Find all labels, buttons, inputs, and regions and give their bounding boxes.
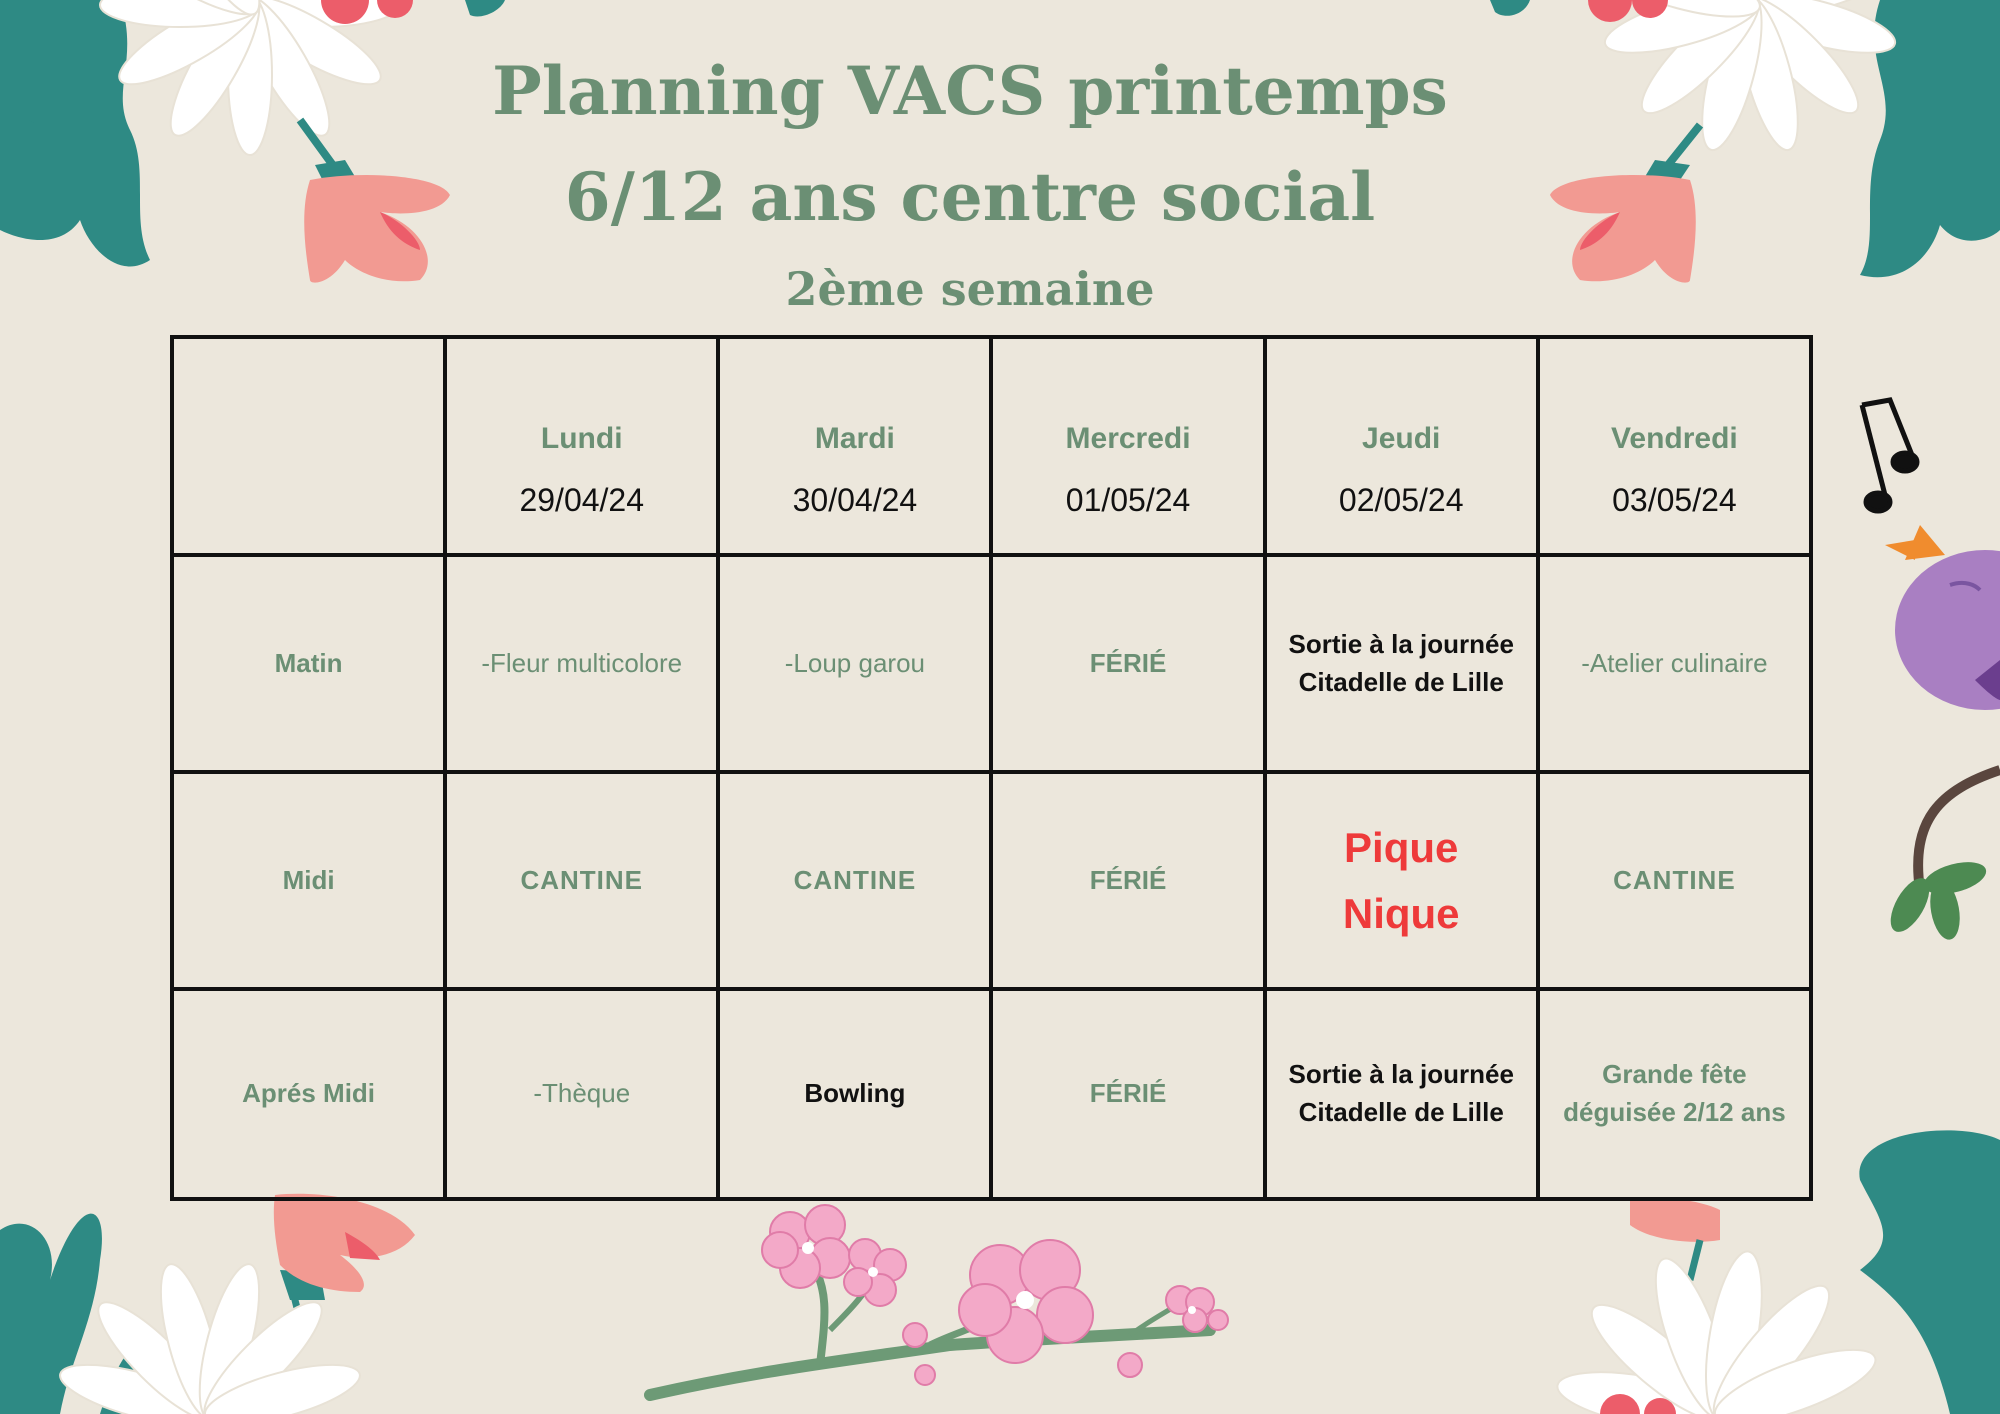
- activity-line: Sortie à la journée: [1288, 628, 1514, 659]
- leaf-icon: [1883, 770, 2000, 942]
- table-row-matin: [172, 555, 1811, 772]
- page-subtitle: 2ème semaine: [785, 262, 1155, 316]
- row-label: Midi: [172, 772, 445, 989]
- activity-cell: -Fleur multicolore: [445, 555, 718, 772]
- activity-cell: CANTINE: [718, 772, 991, 989]
- day-name: Jeudi: [1362, 422, 1441, 456]
- activity-cell: [718, 989, 991, 1199]
- activity-cell: -Loup garou: [718, 555, 991, 772]
- bird-icon: [1885, 525, 2000, 710]
- day-name: Mardi: [814, 422, 895, 456]
- schedule-table: [170, 335, 1813, 1201]
- day-date: 02/05/24: [1338, 481, 1464, 518]
- header-cell-vendredi: [1538, 337, 1811, 555]
- activity-line: Sortie à la journée: [1288, 1059, 1514, 1090]
- activity-cell: -Atelier culinaire: [1538, 555, 1811, 772]
- leaf-icon: [1859, 1130, 2000, 1414]
- activity-cell: -Thèque: [445, 989, 718, 1199]
- table-row-midi: [172, 772, 1811, 989]
- leaf-icon: [1490, 0, 1530, 16]
- holiday-cell: FÉRIÉ: [991, 772, 1264, 989]
- cherry-blossom-branch-icon: [650, 1205, 1228, 1395]
- holiday-cell: FÉRIÉ: [991, 555, 1264, 772]
- header-cell-jeudi: [1265, 337, 1538, 555]
- music-note-icon: [1862, 400, 1917, 511]
- page-title-line2: 6/12 ans centre social: [564, 158, 1376, 236]
- activity-cell: [1265, 555, 1538, 772]
- day-name: Mercredi: [1065, 422, 1191, 456]
- day-name: Lundi: [540, 422, 623, 456]
- activity-cell: CANTINE: [445, 772, 718, 989]
- header-cell-mercredi: [991, 337, 1264, 555]
- activity-cell: [1265, 772, 1538, 989]
- activity-cell: CANTINE: [1538, 772, 1811, 989]
- header-cell-mardi: [718, 337, 991, 555]
- row-label: Aprés Midi: [172, 989, 445, 1199]
- day-date: 29/04/24: [519, 481, 645, 518]
- activity-line: Grande fête: [1602, 1059, 1747, 1090]
- activity-cell: [1538, 989, 1811, 1199]
- day-date: 03/05/24: [1612, 481, 1737, 518]
- activity-line: Citadelle de Lille: [1298, 1097, 1504, 1127]
- day-name: Vendredi: [1611, 422, 1738, 456]
- table-header-row: [172, 337, 1811, 555]
- day-date: 30/04/24: [792, 481, 918, 518]
- leaf-icon: [465, 0, 505, 17]
- table-row-apres-midi: [172, 989, 1811, 1199]
- activity-line: Pique: [1344, 824, 1459, 872]
- activity-line: Nique: [1342, 889, 1460, 937]
- activity-cell: [1265, 989, 1538, 1199]
- activity-line: Citadelle de Lille: [1298, 666, 1504, 697]
- holiday-cell: FÉRIÉ: [991, 989, 1264, 1199]
- activity-line: déguisée 2/12 ans: [1563, 1097, 1786, 1127]
- header-cell-lundi: [445, 337, 718, 555]
- daisy-icon: [1553, 1247, 1883, 1414]
- corner-cell: [172, 337, 445, 555]
- activity-line: Bowling: [804, 1078, 906, 1109]
- day-date: 01/05/24: [1065, 481, 1191, 518]
- page-title: Planning VACS printemps: [492, 52, 1448, 130]
- row-label: Matin: [172, 555, 445, 772]
